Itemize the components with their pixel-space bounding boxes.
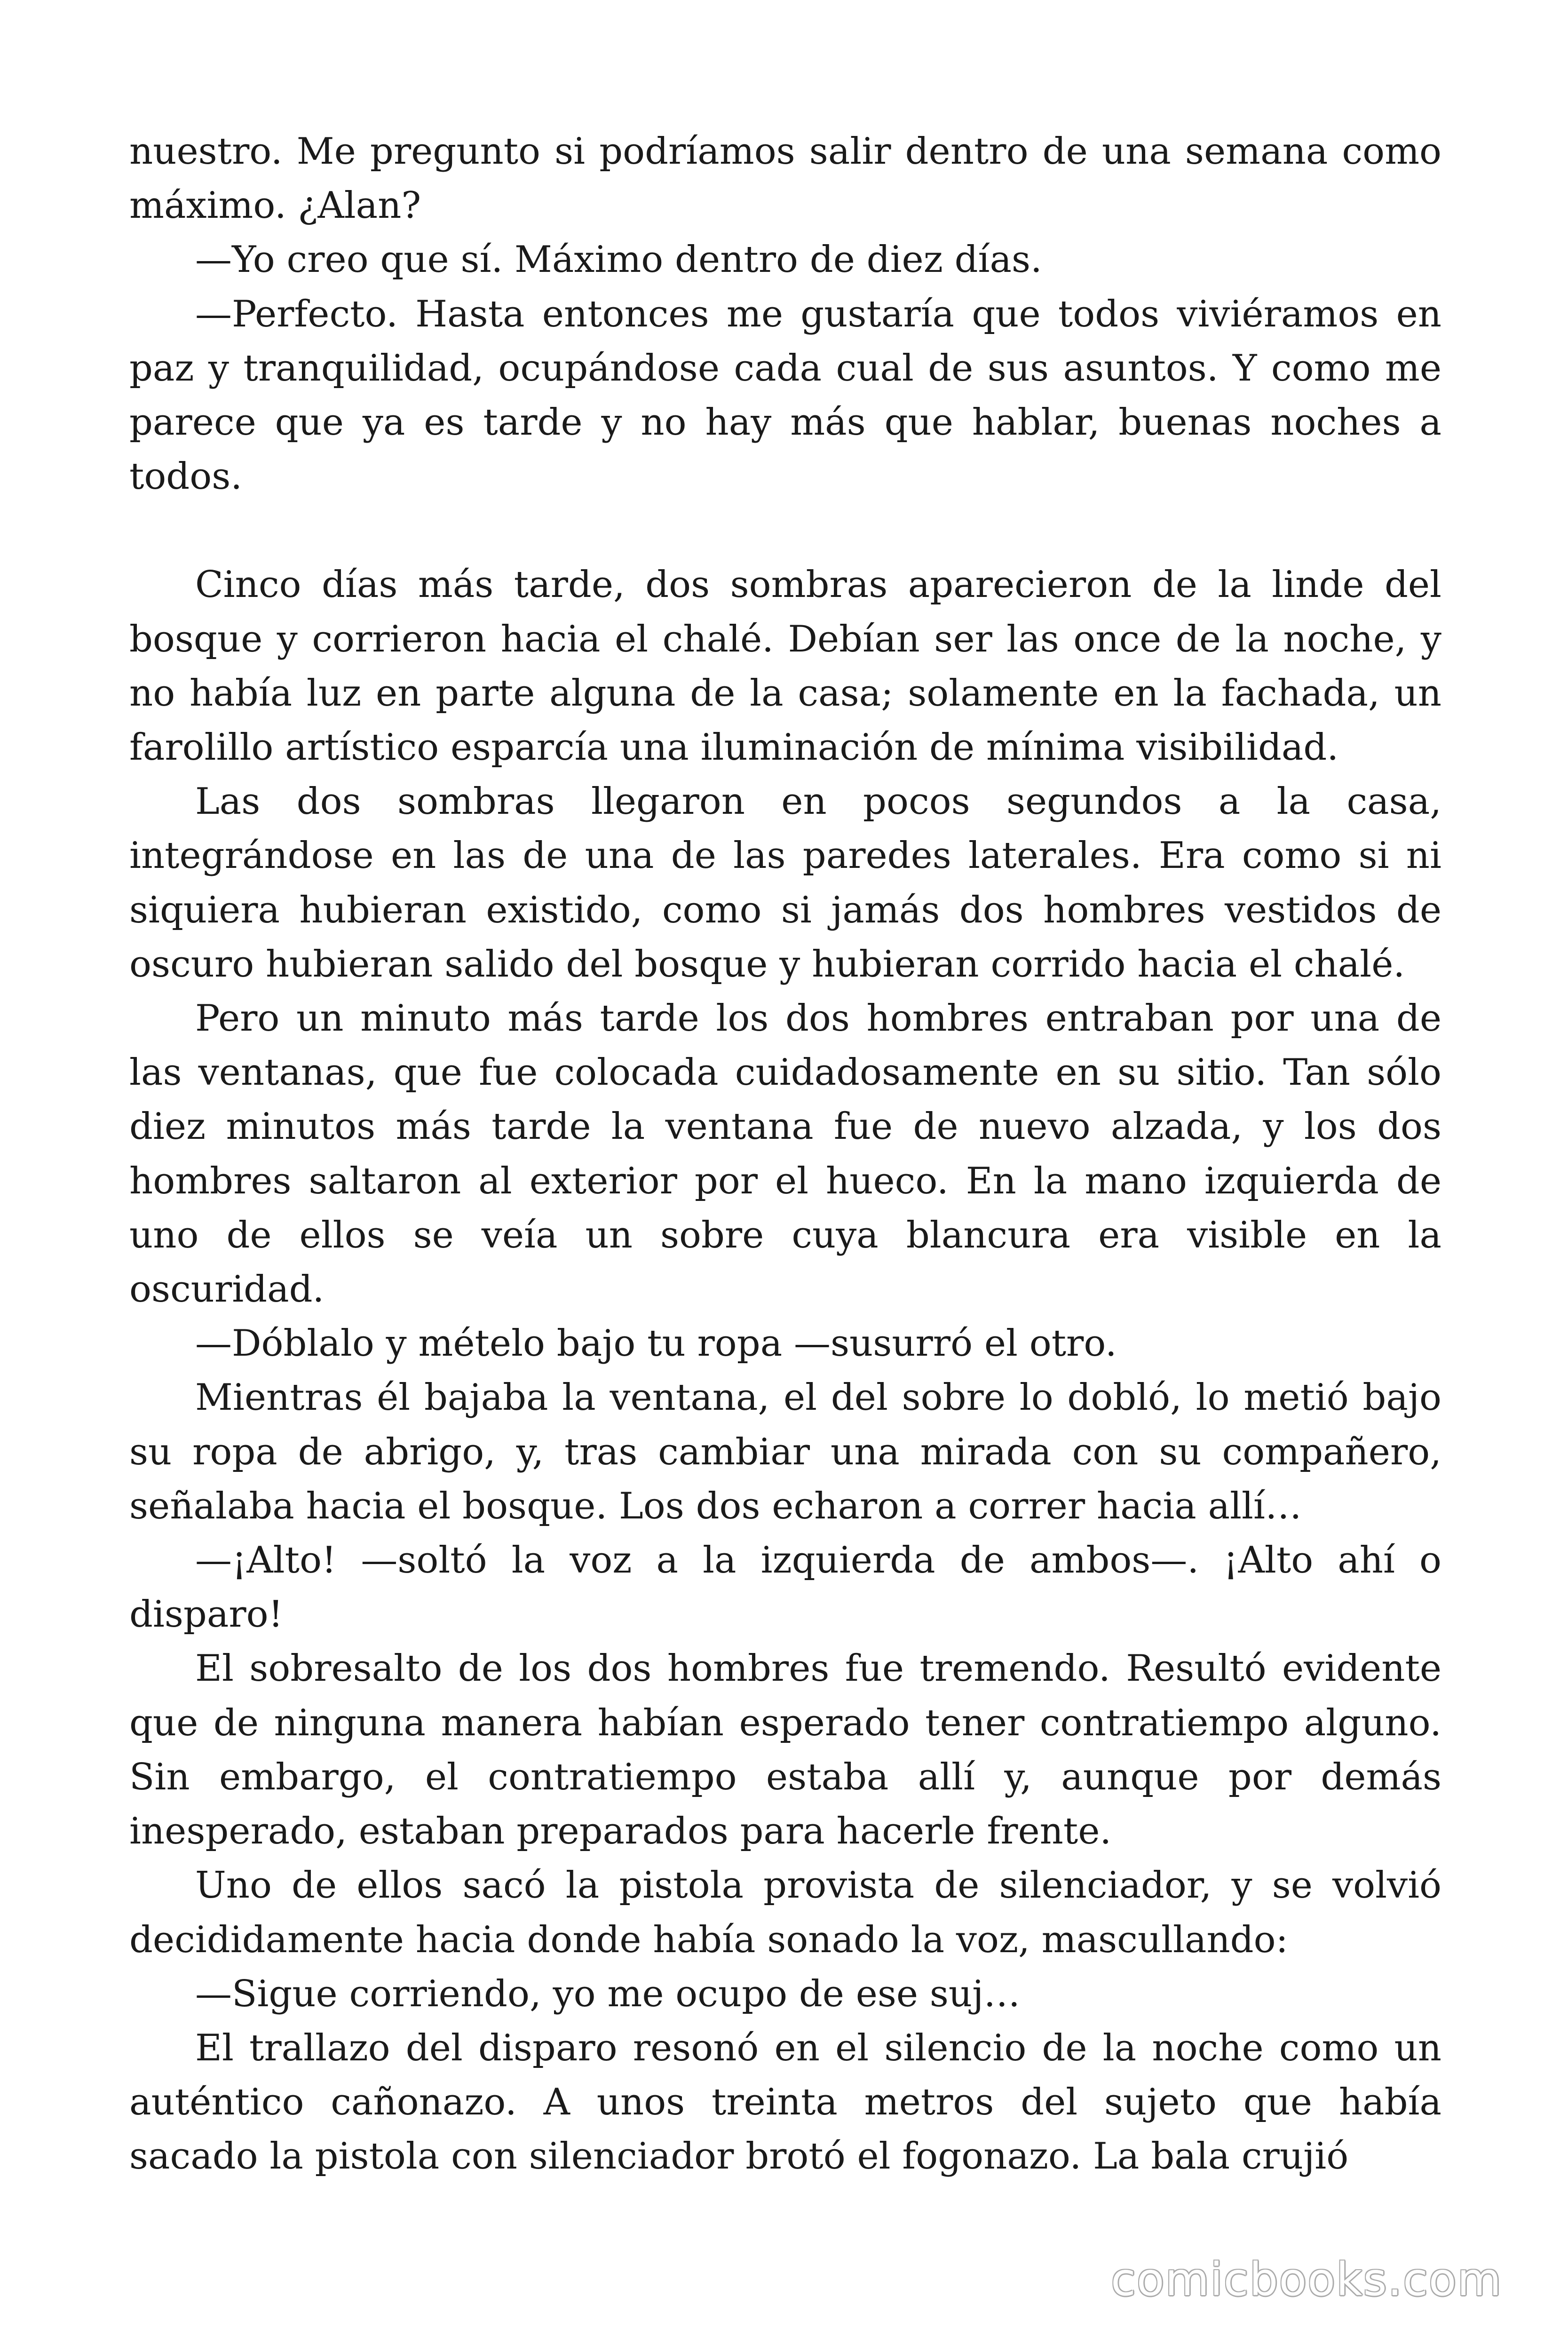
paragraph-7: —Dóblalo y mételo bajo tu ropa —susurró el otro. bbox=[195, 1322, 1117, 1365]
paragraph-1: nuestro. Me pregunto si podríamos salir dentro de una semana como máximo. ¿Alan? bbox=[129, 130, 1441, 227]
paragraph-2: —Yo creo que sí. Máximo dentro de diez días. bbox=[195, 238, 1042, 281]
paragraph-10: El sobresalto de los dos hombres fue tremendo. Resultó evidente que de ninguna manera habían esperado tener contratiempo alguno. Sin embargo, el contratiempo estaba allí y, aunque por demás inesperado, estaban preparados para hacerle frente. bbox=[129, 1647, 1441, 1853]
paragraph-13: El trallazo del disparo resonó en el silencio de la noche como un auténtico cañonazo. A unos treinta metros del sujeto que había sacado la pistola con silenciador brotó el fogonazo. La bala crujió bbox=[129, 2026, 1441, 2178]
paragraph-11: Uno de ellos sacó la pistola provista de silenciador, y se volvió decididamente hacia donde había sonado la voz, mascullando: bbox=[129, 1864, 1441, 1961]
paragraph-9: —¡Alto! —soltó la voz a la izquierda de ambos—. ¡Alto ahí o disparo! bbox=[129, 1539, 1441, 1636]
paragraph-6: Pero un minuto más tarde los dos hombres entraban por una de las ventanas, que fue colocada cuidadosamente en su sitio. Tan sólo diez minutos más tarde la ventana fue de nuevo alzada, y los dos hombres saltaron al exterior por el hueco. En la mano izquierda de uno de ellos se veía un sobre cuya blancura era visible en la oscuridad. bbox=[129, 997, 1441, 1311]
paragraph-3: —Perfecto. Hasta entonces me gustaría que todos viviéramos en paz y tranquilidad, ocupándose cada cual de sus asuntos. Y como me parece que ya es tarde y no hay más que hablar, buenas noches a todos. bbox=[129, 293, 1441, 498]
paragraph-4: Cinco días más tarde, dos sombras aparecieron de la linde del bosque y corrieron hacia el chalé. Debían ser las once de la noche, y no había luz en parte alguna de la casa; solamente en la fachada, un farolillo artístico esparcía una iluminación de mínima visibilidad. bbox=[129, 564, 1441, 769]
scene-break bbox=[129, 504, 1441, 558]
paragraph-5: Las dos sombras llegaron en pocos segundos a la casa, integrándose en las de una de las paredes laterales. Era como si ni siquiera hubieran existido, como si jamás dos hombres vestidos de oscuro hubieran salido del bosque y hubieran corrido hacia el chalé. bbox=[129, 780, 1441, 985]
paragraph-8: Mientras él bajaba la ventana, el del sobre lo dobló, lo metió bajo su ropa de abrigo, y, tras cambiar una mirada con su compañero, señalaba hacia el bosque. Los dos echaron a correr hacia allí… bbox=[129, 1376, 1441, 1527]
book-page bbox=[129, 125, 1441, 2184]
paragraph-12: —Sigue corriendo, yo me ocupo de ese suj… bbox=[195, 1972, 1021, 2015]
watermark: comicbooks.com bbox=[1110, 2253, 1502, 2306]
